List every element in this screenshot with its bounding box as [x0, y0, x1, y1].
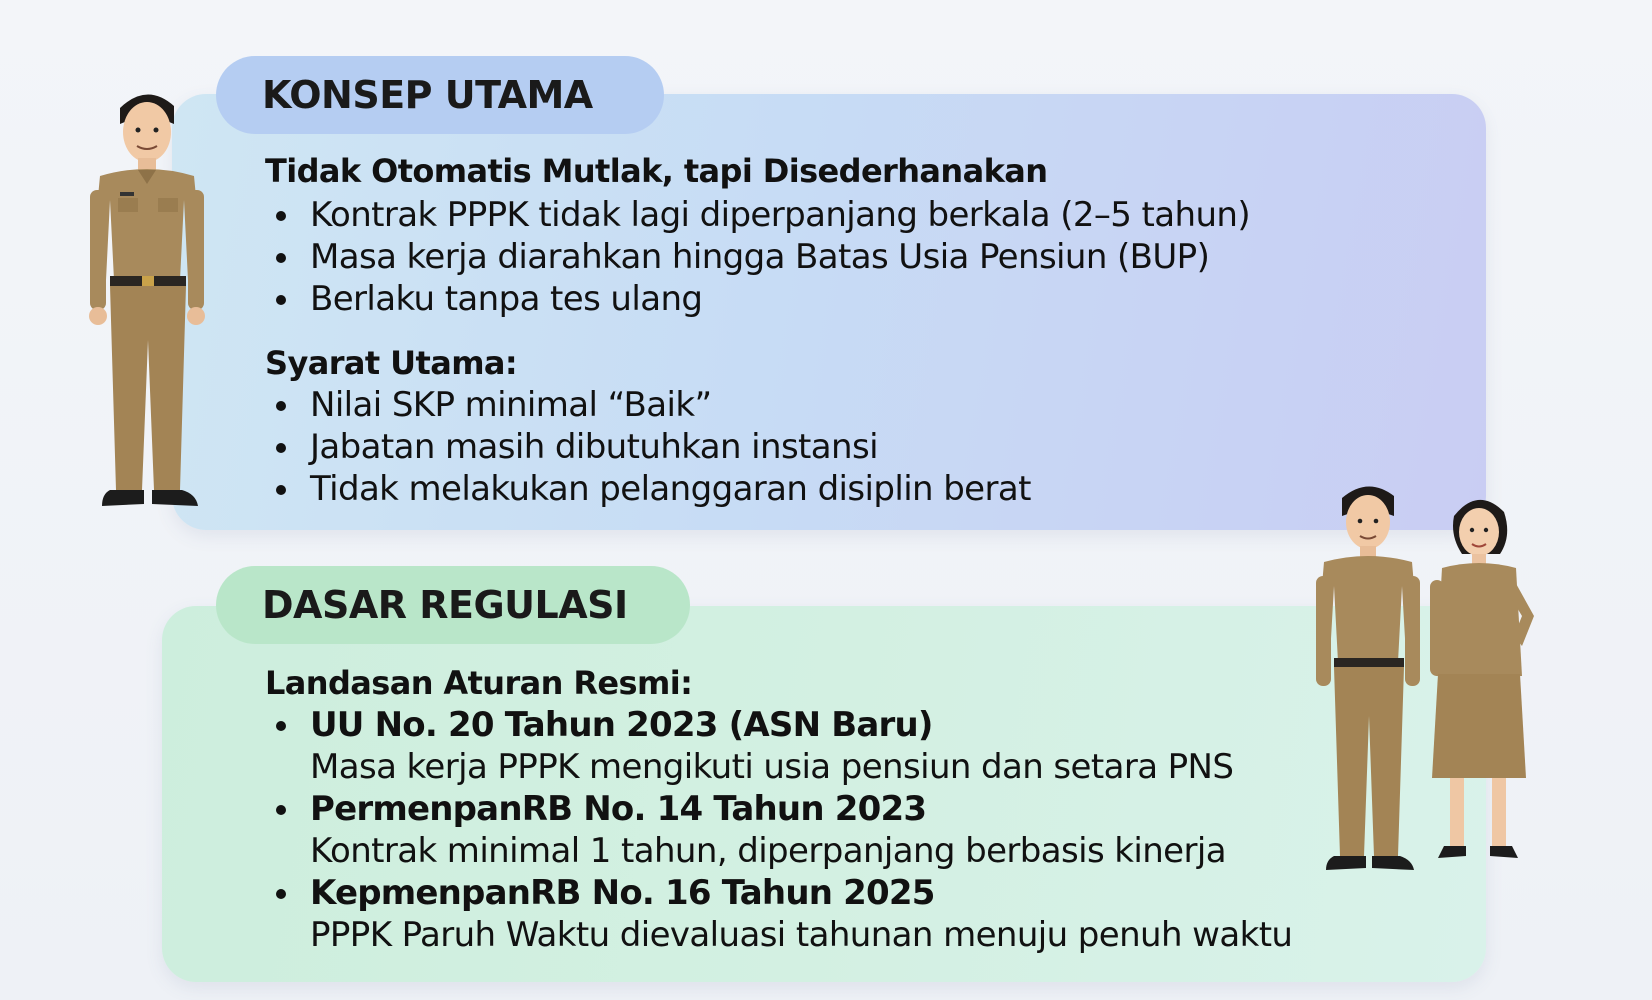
list-item: Kontrak PPPK tidak lagi diperpanjang berkala (2–5 tahun): [266, 194, 1250, 236]
list-item: [266, 704, 1292, 788]
regulasi-heading: Landasan Aturan Resmi:: [265, 664, 693, 702]
list-item: Tidak melakukan pelanggaran disiplin berat: [266, 468, 1031, 510]
konsep-heading-2: Syarat Utama:: [265, 344, 518, 382]
male-civil-servant-figure: [62, 80, 232, 540]
regulasi-list: [266, 704, 1292, 956]
konsep-list-2: [266, 384, 1031, 510]
list-item: Berlaku tanpa tes ulang: [266, 278, 1250, 320]
regulation-desc: Kontrak minimal 1 tahun, diperpanjang berbasis kinerja: [310, 831, 1226, 871]
list-item: [266, 872, 1292, 956]
list-item: Nilai SKP minimal “Baik”: [266, 384, 1031, 426]
list-item: Jabatan masih dibutuhkan instansi: [266, 426, 1031, 468]
regulation-title: UU No. 20 Tahun 2023 (ASN Baru): [310, 705, 933, 745]
konsep-heading-1: Tidak Otomatis Mutlak, tapi Disederhanakan: [265, 152, 1048, 190]
list-item: Masa kerja diarahkan hingga Batas Usia Pensiun (BUP): [266, 236, 1250, 278]
regulation-title: PermenpanRB No. 14 Tahun 2023: [310, 789, 927, 829]
regulation-desc: Masa kerja PPPK mengikuti usia pensiun dan setara PNS: [310, 747, 1234, 787]
konsep-list-1: [266, 194, 1250, 320]
civil-servant-couple-figure: [1290, 476, 1550, 910]
konsep-utama-title: KONSEP UTAMA: [216, 56, 664, 134]
regulation-title: KepmenpanRB No. 16 Tahun 2025: [310, 873, 935, 913]
list-item: [266, 788, 1292, 872]
dasar-regulasi-title: DASAR REGULASI: [216, 566, 690, 644]
regulation-desc: PPPK Paruh Waktu dievaluasi tahunan menuju penuh waktu: [310, 915, 1293, 955]
